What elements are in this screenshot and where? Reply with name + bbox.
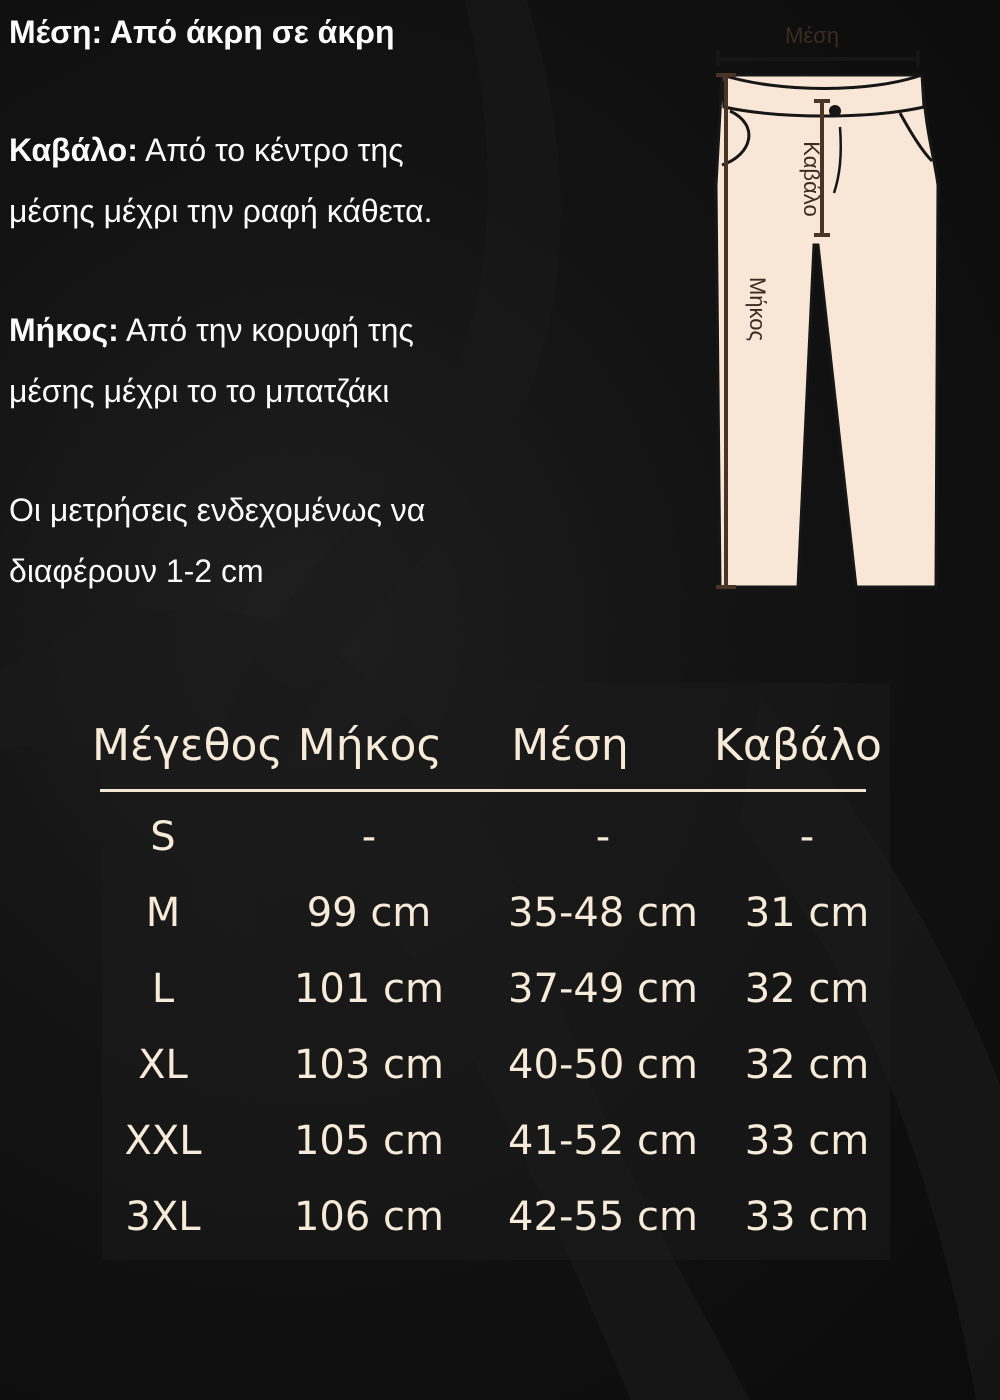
rise-description — [9, 128, 569, 250]
pants-illustration — [690, 15, 950, 605]
cell-size: L — [151, 966, 175, 1012]
cell-rise: 33 cm — [744, 1118, 870, 1164]
cell-size: M — [145, 890, 181, 936]
measurement-note — [9, 488, 569, 610]
cell-waist: 35-48 cm — [508, 890, 698, 936]
length-description — [9, 308, 569, 430]
header-size: Μέγεθος — [92, 720, 284, 771]
rise-label: Καβάλο: — [9, 132, 138, 168]
cell-waist: - — [595, 814, 611, 860]
header-waist: Μέση — [511, 720, 629, 771]
cell-length: 101 cm — [293, 966, 445, 1012]
length-text-line1: Από την κορυφή της — [118, 312, 414, 348]
cell-rise: - — [799, 814, 815, 860]
cell-rise: 33 cm — [744, 1194, 870, 1240]
cell-length: 99 cm — [306, 890, 432, 936]
cell-size: XL — [138, 1042, 188, 1088]
cell-length: - — [361, 814, 377, 860]
note-line1: Οι μετρήσεις ενδεχομένως να — [9, 492, 426, 528]
length-label: Μήκος: — [9, 312, 119, 348]
cell-waist: 42-55 cm — [508, 1194, 698, 1240]
rise-diagram-label: Καβάλο — [799, 141, 824, 217]
header-rise: Καβάλο — [714, 720, 882, 771]
cell-size: S — [150, 814, 176, 860]
cell-rise: 32 cm — [744, 1042, 870, 1088]
cell-length: 103 cm — [293, 1042, 445, 1088]
waist-diagram-label: Μέση — [785, 23, 839, 48]
waist-label: Μέση: Από άκρη σε άκρη — [9, 14, 395, 50]
length-diagram-label: Μήκος — [745, 276, 770, 342]
cell-rise: 31 cm — [744, 890, 870, 936]
cell-waist: 40-50 cm — [508, 1042, 698, 1088]
cell-length: 106 cm — [293, 1194, 445, 1240]
header-length: Μήκος — [297, 720, 443, 771]
pants-diagram — [690, 15, 950, 605]
note-line2: διαφέρουν 1-2 cm — [9, 553, 264, 589]
rise-text-line2: μέσης μέχρι την ραφή κάθετα. — [9, 193, 433, 229]
header-divider — [100, 789, 866, 792]
waist-description — [9, 8, 395, 56]
cell-waist: 41-52 cm — [508, 1118, 698, 1164]
cell-length: 105 cm — [293, 1118, 445, 1164]
cell-size: 3XL — [125, 1194, 201, 1240]
cell-size: XXL — [124, 1118, 202, 1164]
cell-rise: 32 cm — [744, 966, 870, 1012]
cell-waist: 37-49 cm — [508, 966, 698, 1012]
button-icon — [829, 105, 841, 117]
rise-text-line1: Από το κέντρο της — [137, 132, 404, 168]
length-text-line2: μέσης μέχρι το το μπατζάκι — [9, 373, 390, 409]
